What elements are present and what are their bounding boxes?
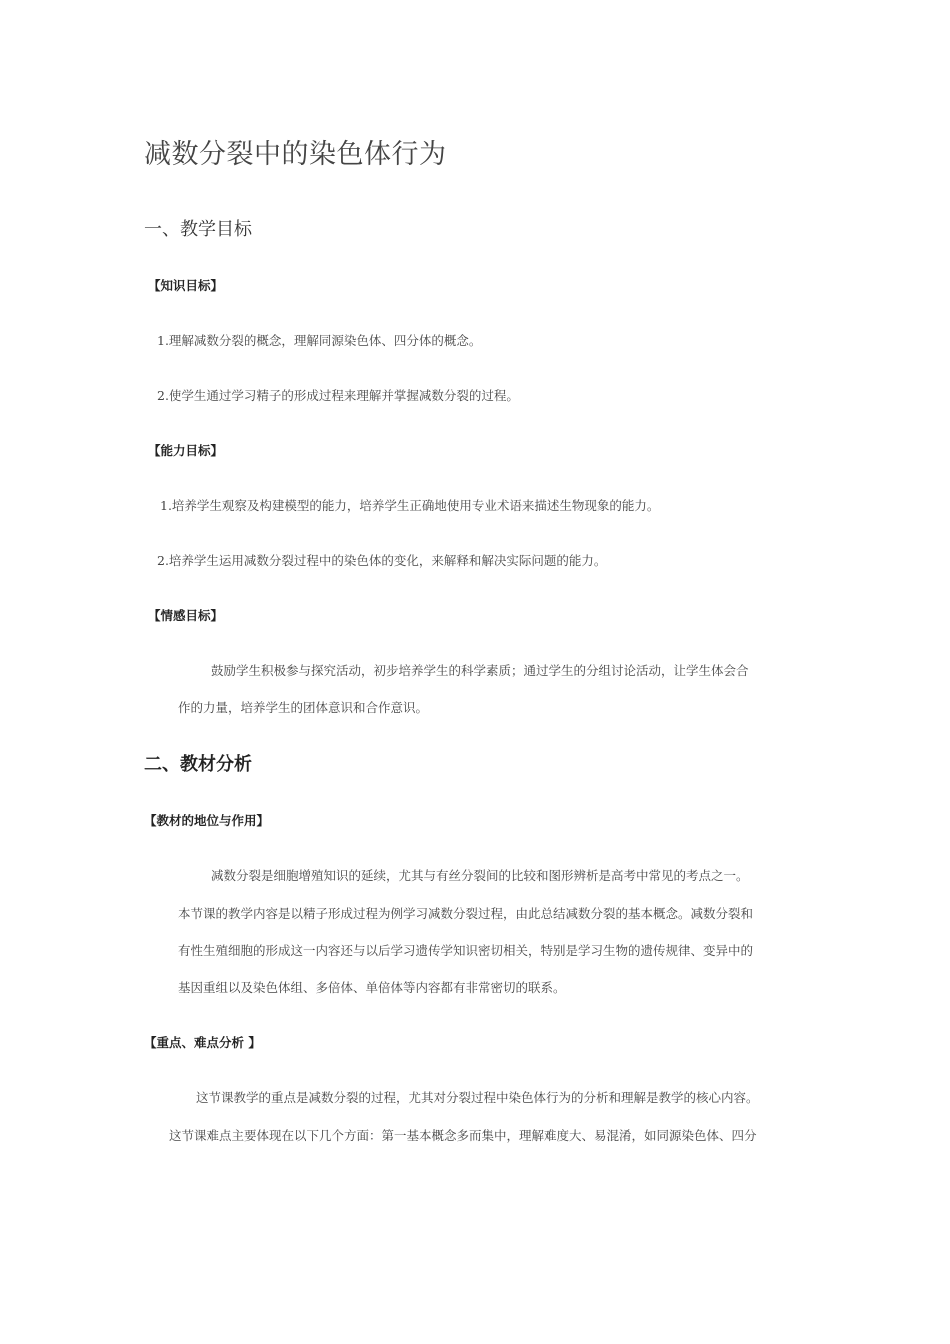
emotion-paragraph-line-1: 鼓励学生积极参与探究活动，初步培养学生的科学素质；通过学生的分组讨论活动，让学生体会合 (211, 663, 749, 678)
emotion-paragraph-line-2: 作的力量，培养学生的团体意识和合作意识。 (178, 700, 429, 715)
materials-role-line-3: 有性生殖细胞的形成这一内容还与以后学习遗传学知识密切相关，特别是学习生物的遗传规律、变异中的 (178, 943, 754, 958)
knowledge-item-1: 1.理解减数分裂的概念，理解同源染色体、四分体的概念。 (157, 333, 482, 348)
document-title: 减数分裂中的染色体行为 (144, 139, 447, 170)
knowledge-item-2: 2.使学生通过学习精子的形成过程来理解并掌握减数分裂的过程。 (157, 388, 519, 403)
ability-item-1: 1.培养学生观察及构建模型的能力，培养学生正确地使用专业术语来描述生物现象的能力。 (160, 498, 660, 513)
ability-item-2: 2.培养学生运用减数分裂过程中的染色体的变化，来解释和解决实际问题的能力。 (157, 553, 607, 568)
ability-objectives-label: 【能力目标】 (148, 443, 224, 458)
materials-role-line-2: 本节课的教学内容是以精子形成过程为例学习减数分裂过程，由此总结减数分裂的基本概念。减数分裂和 (178, 906, 754, 921)
emotion-objectives-label: 【情感目标】 (148, 608, 224, 623)
keypoints-label: 【重点、难点分析 】 (144, 1035, 261, 1050)
section-heading-objectives: 一、教学目标 (144, 219, 252, 240)
keypoints-line-1: 这节课教学的重点是减数分裂的过程，尤其对分裂过程中染色体行为的分析和理解是教学的核心内容。 (196, 1090, 759, 1105)
knowledge-objectives-label: 【知识目标】 (148, 278, 224, 293)
materials-role-line-1: 减数分裂是细胞增殖知识的延续，尤其与有丝分裂间的比较和图形辨析是高考中常见的考点之一。 (211, 868, 749, 883)
materials-role-label: 【教材的地位与作用】 (144, 813, 270, 828)
materials-role-line-4: 基因重组以及染色体组、多倍体、单倍体等内容都有非常密切的联系。 (178, 980, 566, 995)
keypoints-line-2: 这节课难点主要体现在以下几个方面：第一基本概念多而集中，理解难度大、易混淆，如同源染色体、四分 (169, 1128, 757, 1143)
section-heading-materials: 二、教材分析 (144, 754, 252, 775)
